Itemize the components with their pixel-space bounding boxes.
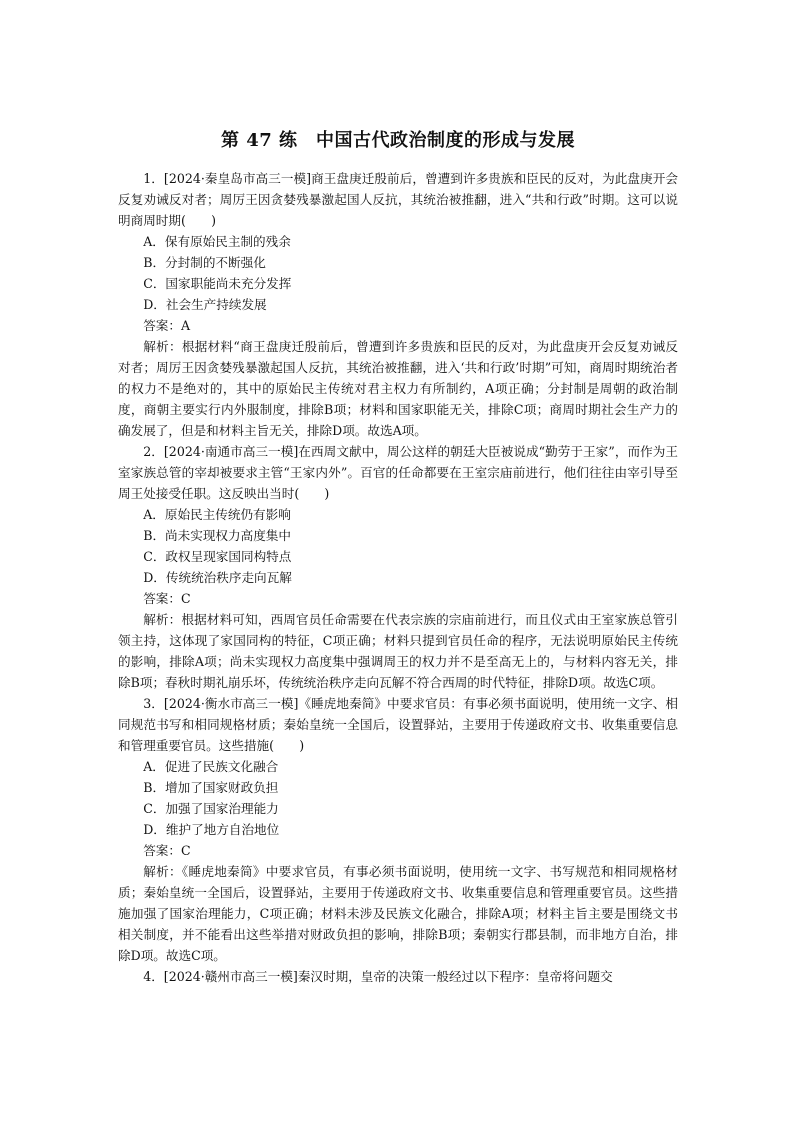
question-2 <box>118 441 678 693</box>
question-3 <box>118 693 678 966</box>
option-d: D．社会生产持续发展 <box>143 297 267 312</box>
option-b: B．增加了国家财政负担 <box>143 780 279 795</box>
page-title: 第 47 练 中国古代政治制度的形成与发展 <box>220 130 576 151</box>
option-b: B．分封制的不断强化 <box>143 255 266 270</box>
option-d: D．传统统治秩序走向瓦解 <box>143 570 292 585</box>
option-a: A．促进了民族文化融合 <box>143 759 279 774</box>
question-stem: 2．[2024·南通市高三一模]在西周文献中，周公这样的朝廷大臣被说成“勤劳于王家”，而作为王室家族总管的宰却被要求主管“王家内外”。百官的任命都要在王室宗庙前进行，他们往往由宰引导至周王处接受任职。这反映出当时( ) <box>118 444 678 501</box>
analysis: 解析：根据材料“商王盘庚迁殷前后，曾遭到许多贵族和臣民的反对，为此盘庚开会反复劝诫反对者；周厉王因贪婪残暴激起国人反抗，其统治被推翻，进入‘共和行政’时期”可知，商周时期统治者的权力不是绝对的，其中的原始民主传统对君主权力有所制约，A项正确；分封制是周朝的政治制度，商朝主要实行内外服制度，排除B项；材料和国家职能无关，排除C项；商周时期社会生产力的确发展了，但是和材料主旨无关，排除D项。故选A项。 <box>118 339 678 438</box>
question-1 <box>118 168 678 441</box>
document-page <box>118 118 678 987</box>
answer: 答案：C <box>143 843 191 858</box>
answer: 答案：A <box>143 318 191 333</box>
question-stem: 4．[2024·赣州市高三一模]秦汉时期，皇帝的决策一般经过以下程序：皇帝将问题交 <box>143 969 613 984</box>
option-c: C．国家职能尚未充分发挥 <box>143 276 292 291</box>
option-b: B．尚未实现权力高度集中 <box>143 528 291 543</box>
question-4 <box>118 966 678 987</box>
option-c: C．政权呈现家国同构特点 <box>143 549 292 564</box>
option-a: A．原始民主传统仍有影响 <box>143 507 291 522</box>
analysis: 解析：《睡虎地秦简》中要求官员，有事必须书面说明，使用统一文字、书写规范和相同规格材质；秦始皇统一全国后，设置驿站，主要用于传递政府文书、收集重要信息和管理重要官员。这些措施加强了国家治理能力，C项正确；材料未涉及民族文化融合，排除A项；材料主旨主要是围绕文书相关制度，并不能看出这些举措对财政负担的影响，排除B项；秦朝实行郡县制，而非地方自治，排除D项。故选C项。 <box>118 864 678 963</box>
question-stem: 1．[2024·秦皇岛市高三一模]商王盘庚迁殷前后，曾遭到许多贵族和臣民的反对，为此盘庚开会反复劝诫反对者；周厉王因贪婪残暴激起国人反抗，其统治被推翻，进入“共和行政”时期。这可以说明商周时期( ) <box>118 171 678 228</box>
analysis: 解析：根据材料可知，西周官员任命需要在代表宗族的宗庙前进行，而且仪式由王室家族总管引领主持，这体现了家国同构的特征，C项正确；材料只提到官员任命的程序，无法说明原始民主传统的影响，排除A项；尚未实现权力高度集中强调周王的权力并不是至高无上的，与材料内容无关，排除B项；春秋时期礼崩乐坏，传统统治秩序走向瓦解不符合西周的时代特征，排除D项。故选C项。 <box>118 612 678 690</box>
option-d: D．维护了地方自治地位 <box>143 822 280 837</box>
answer: 答案：C <box>143 591 191 606</box>
question-stem: 3．[2024·衡水市高三一模]《睡虎地秦简》中要求官员：有事必须书面说明，使用统一文字、相同规范书写和相同规格材质；秦始皇统一全国后，设置驿站，主要用于传递政府文书、收集重要信息和管理重要官员。这些措施( ) <box>118 696 678 753</box>
option-c: C．加强了国家治理能力 <box>143 801 279 816</box>
option-a: A．保有原始民主制的残余 <box>143 234 291 249</box>
